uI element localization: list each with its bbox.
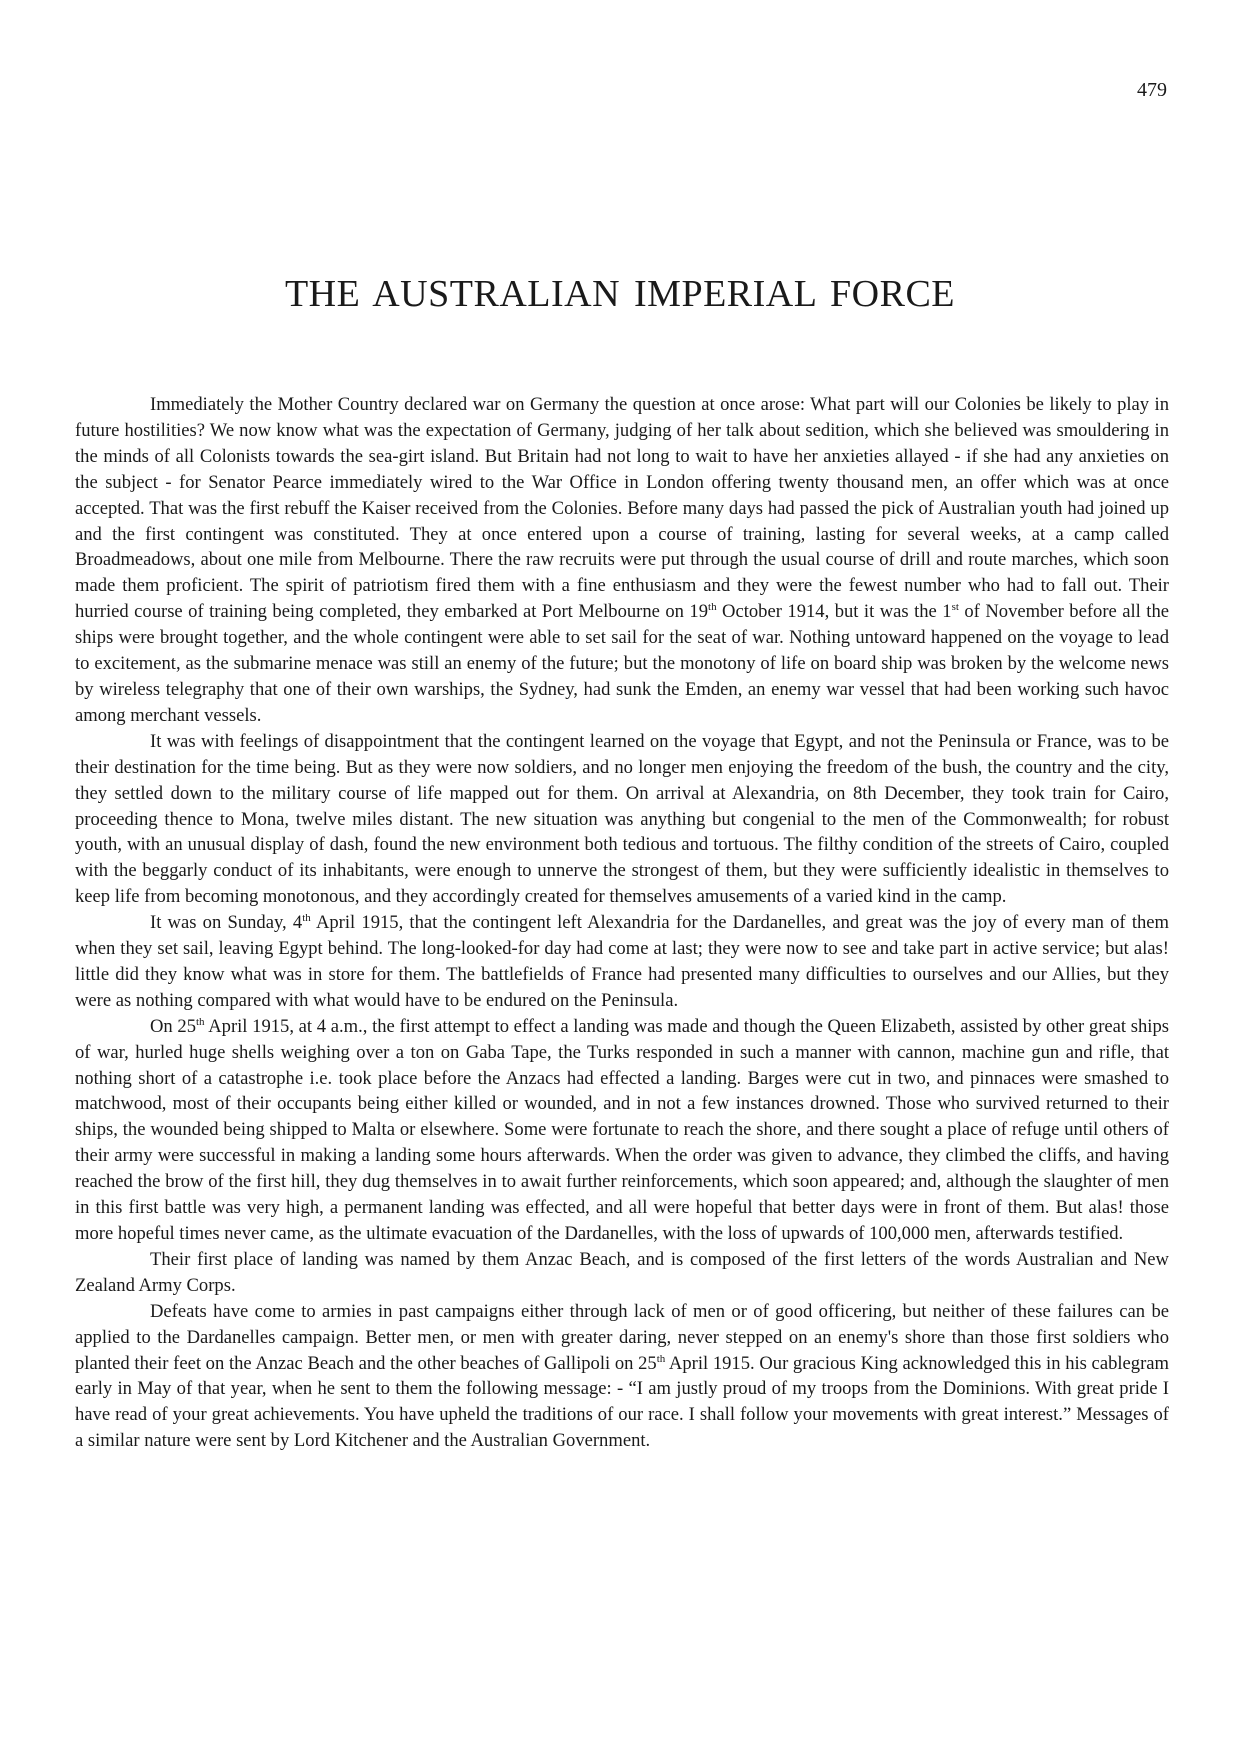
ordinal-suffix: th — [302, 912, 311, 925]
ordinal-suffix: st — [951, 601, 959, 614]
ordinal-suffix: th — [196, 1015, 205, 1028]
paragraph-1 — [75, 392, 1169, 729]
paragraph-text: of November before all the ships were brought together, and the whole contingent were able to set sail for the seat of war. Nothing untoward happened on the voyage to lead to excitement, as the submarine menace was still an enemy of the future; but the monotony of life on board ship was broken by the welcome news by wireless telegraphy that one of their own warships, the Sydney, had sunk the Emden, an enemy war vessel that had been working such havoc among merchant vessels. — [75, 601, 1169, 726]
paragraph-6 — [75, 1299, 1169, 1454]
paragraph-text: It was on Sunday, 4 — [150, 912, 303, 934]
ordinal-suffix: th — [708, 601, 717, 614]
body-text — [75, 392, 1169, 1454]
paragraph-text: April 1915. Our gracious King acknowledged this in his cablegram early in May of that year, when he sent to them the following message: - “I am justly proud of my troops from the Dominions. With great pride I have read of your great achievements. You have upheld the traditions of our race. I shall follow your movements with great interest.” Messages of a similar nature were sent by Lord Kitchener and the Australian Government. — [75, 1352, 1169, 1452]
paragraph-3 — [75, 910, 1169, 1014]
paragraph-text: Defeats have come to armies in past campaigns either through lack of men or of good officering, but neither of these failures can be applied to the Dardanelles campaign. Better men, or men with greater daring, never stepped on an enemy's shore than those first soldiers who planted their feet on the Anzac Beach and the other beaches of Gallipoli on 25 — [75, 1300, 1169, 1374]
paragraph-text: On 25 — [150, 1015, 196, 1037]
paragraph-5: Their first place of landing was named by them Anzac Beach, and is composed of the first letters of the words Australian and New Zealand Army Corps. — [75, 1248, 1169, 1296]
paragraph-4 — [75, 1014, 1169, 1247]
paragraph-text: April 1915, at 4 a.m., the first attempt to effect a landing was made and though the Queen Elizabeth, assisted by other great ships of war, hurled huge shells weighing over a ton on Gaba Tape, the Turks responded in such a manner with cannon, machine gun and rifle, that nothing short of a catastrophe i.e. took place before the Anzacs had effected a landing. Barges were cut in two, and pinnaces were smashed to matchwood, most of their occupants being either killed or wounded, and in not a few instances drowned. Those who survived returned to their ships, the wounded being shipped to Malta or elsewhere. Some were fortunate to reach the shore, and there sought a place of refuge until others of their army were successful in making a landing some hours afterwards. When the order was given to advance, they climbed the cliffs, and having reached the brow of the first hill, they dug themselves in to await further reinforcements, which soon appeared; and, although the slaughter of men in this first battle was very high, a permanent landing was effected, and all were hopeful that better days were in front of them. But alas! those more hopeful times never came, as the ultimate evacuation of the Dardanelles, with the loss of upwards of 100,000 men, afterwards testified. — [75, 1015, 1169, 1244]
page-number: 479 — [1137, 79, 1167, 101]
page-title: THE AUSTRALIAN IMPERIAL FORCE — [284, 273, 956, 315]
ordinal-suffix: th — [656, 1352, 666, 1365]
paragraph-text: Immediately the Mother Country declared war on Germany the question at once arose: What part will our Colonies be likely to play in future hostilities? We now know what was the expectation of Germany, judging of her talk about sedition, which she believed was smouldering in the minds of all Colonists towards the sea-girt island. But Britain had not long to wait to have her anxieties allayed - if she had any anxieties on the subject - for Senator Pearce immediately wired to the War Office in London offering twenty thousand men, an offer which was at once accepted. That was the first rebuff the Kaiser received from the Colonies. Before many days had passed the pick of Australian youth had joined up and the first contingent was constituted. They at once entered upon a course of training, lasting for several weeks, at a camp called Broadmeadows, about one mile from Melbourne. There the raw recruits were put through the usual course of drill and route marches, which soon made them proficient. The spirit of patriotism fired them with a fine enthusiasm and they were the fewest number who had to fall out. Their hurried course of training being completed, they embarked at Port Melbourne on 19 — [75, 394, 1169, 623]
paragraph-text: April 1915, that the contingent left Alexandria for the Dardanelles, and great was the joy of every man of them when they set sail, leaving Egypt behind. The long-looked-for day had come at last; they were now to see and take part in active service; but alas! little did they know what was in store for them. The battlefields of France had presented many difficulties to ourselves and our Allies, but they were as nothing compared with what would have to be endured on the Peninsula. — [75, 912, 1169, 1011]
paragraph-text: October 1914, but it was the 1 — [716, 601, 952, 623]
paragraph-2: It was with feelings of disappointment that the contingent learned on the voyage that Egypt, and not the Peninsula or France, was to be their destination for the time being. But as they were now soldiers, and no longer men enjoying the freedom of the bush, the country and the city, they settled down to the military course of life mapped out for them. On arrival at Alexandria, on 8th December, they took train for Cairo, proceeding thence to Mona, twelve miles distant. The new situation was anything but congenial to the men of the Commonwealth; for robust youth, with an unusual display of dash, found the new environment both tedious and tortuous. The filthy condition of the streets of Cairo, coupled with the beggarly conduct of its inhabitants, were enough to unnerve the strongest of them, but they were sufficiently idealistic in themselves to keep life from becoming monotonous, and they accordingly created for themselves amusements of a varied kind in the camp. — [75, 730, 1169, 908]
